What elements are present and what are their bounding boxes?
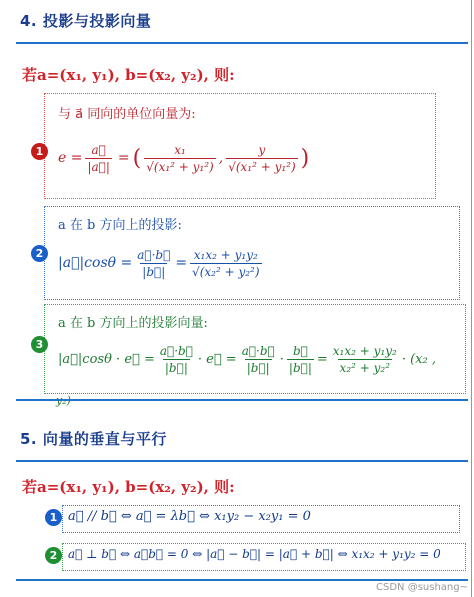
source-credit: CSDN @sushang~ [376,582,468,593]
badge-perpendicular-icon: 2 [45,547,62,564]
badge-2-icon: 2 [31,245,48,262]
section-4-bottom-rule [16,399,468,401]
badge-3-icon: 3 [31,336,48,353]
section-5-rule [16,460,468,462]
section-5-bottom-rule [16,579,468,581]
fraction-a-over-norm: $\frac{a⃗}{|a⃗|}$ [87,142,110,174]
unit-vector-formula: e = $\frac{a⃗}{|a⃗|}$ = ( $\frac{\text{x₁}}{\text{√(x₁² + y₁²)}}$ , $\frac{y}{\text{√(x₁² + y₁²)}}$ ) [58,142,310,174]
formula-lhs: e = [58,150,83,166]
section-4-condition: 若a=(x₁, y₁), b=(x₂, y₂), 则: [22,66,235,84]
scalar-projection-label: a 在 b 方向上的投影: [58,218,182,233]
badge-1-icon: 1 [31,143,48,160]
fraction-x1: $\frac{\text{x₁}}{\text{√(x₁² + y₁²)}}$ [146,142,214,174]
badge-parallel-icon: 1 [45,509,62,526]
vector-projection-label: a 在 b 方向上的投影向量: [58,316,208,331]
perpendicular-formula: a⃗ ⊥ b⃗ ⇔ a⃗b⃗ = 0 ⇔ |a⃗ − b⃗| = |a⃗ + b⃗| ⇔ x₁x₂ + y₁y₂ = 0 [68,547,441,561]
scalar-projection-formula: |a⃗|cosθ = $\frac{a⃗\cdot b⃗}{|b⃗|}$ = $\frac{\text{x₁x₂ + y₁y₂}}{\text{√(x₂² + y₂²)}}$ [58,247,260,279]
section-4-rule [16,42,468,44]
parallel-formula: a⃗ // b⃗ ⇔ a⃗ = λb⃗ ⇔ x₁y₂ − x₂y₁ = 0 [68,509,311,524]
vector-projection-formula: |a⃗|cosθ · e⃗ = $\frac{a⃗\cdot b⃗}{|b⃗|}$ · e⃗ = $\frac{a⃗\cdot b⃗}{|b⃗|}$ · $\frac{b⃗}{|b⃗|}$ = $\frac{\text{x₁x₂ + y₁y₂}}{\text{x₂² + y₂²}}$ · (x₂ , [58,343,436,375]
right-border-line [471,0,472,597]
section-5-heading: 5. 向量的垂直与平行 [20,430,167,448]
fraction-y: $\frac{y}{\text{√(x₁² + y₁²)}}$ [228,142,296,174]
unit-vector-label: 与 a⃗ 同向的单位向量为: [58,107,196,122]
section-5-condition: 若a=(x₁, y₁), b=(x₂, y₂), 则: [22,478,235,496]
section-4-heading: 4. 投影与投影向量 [20,12,152,30]
